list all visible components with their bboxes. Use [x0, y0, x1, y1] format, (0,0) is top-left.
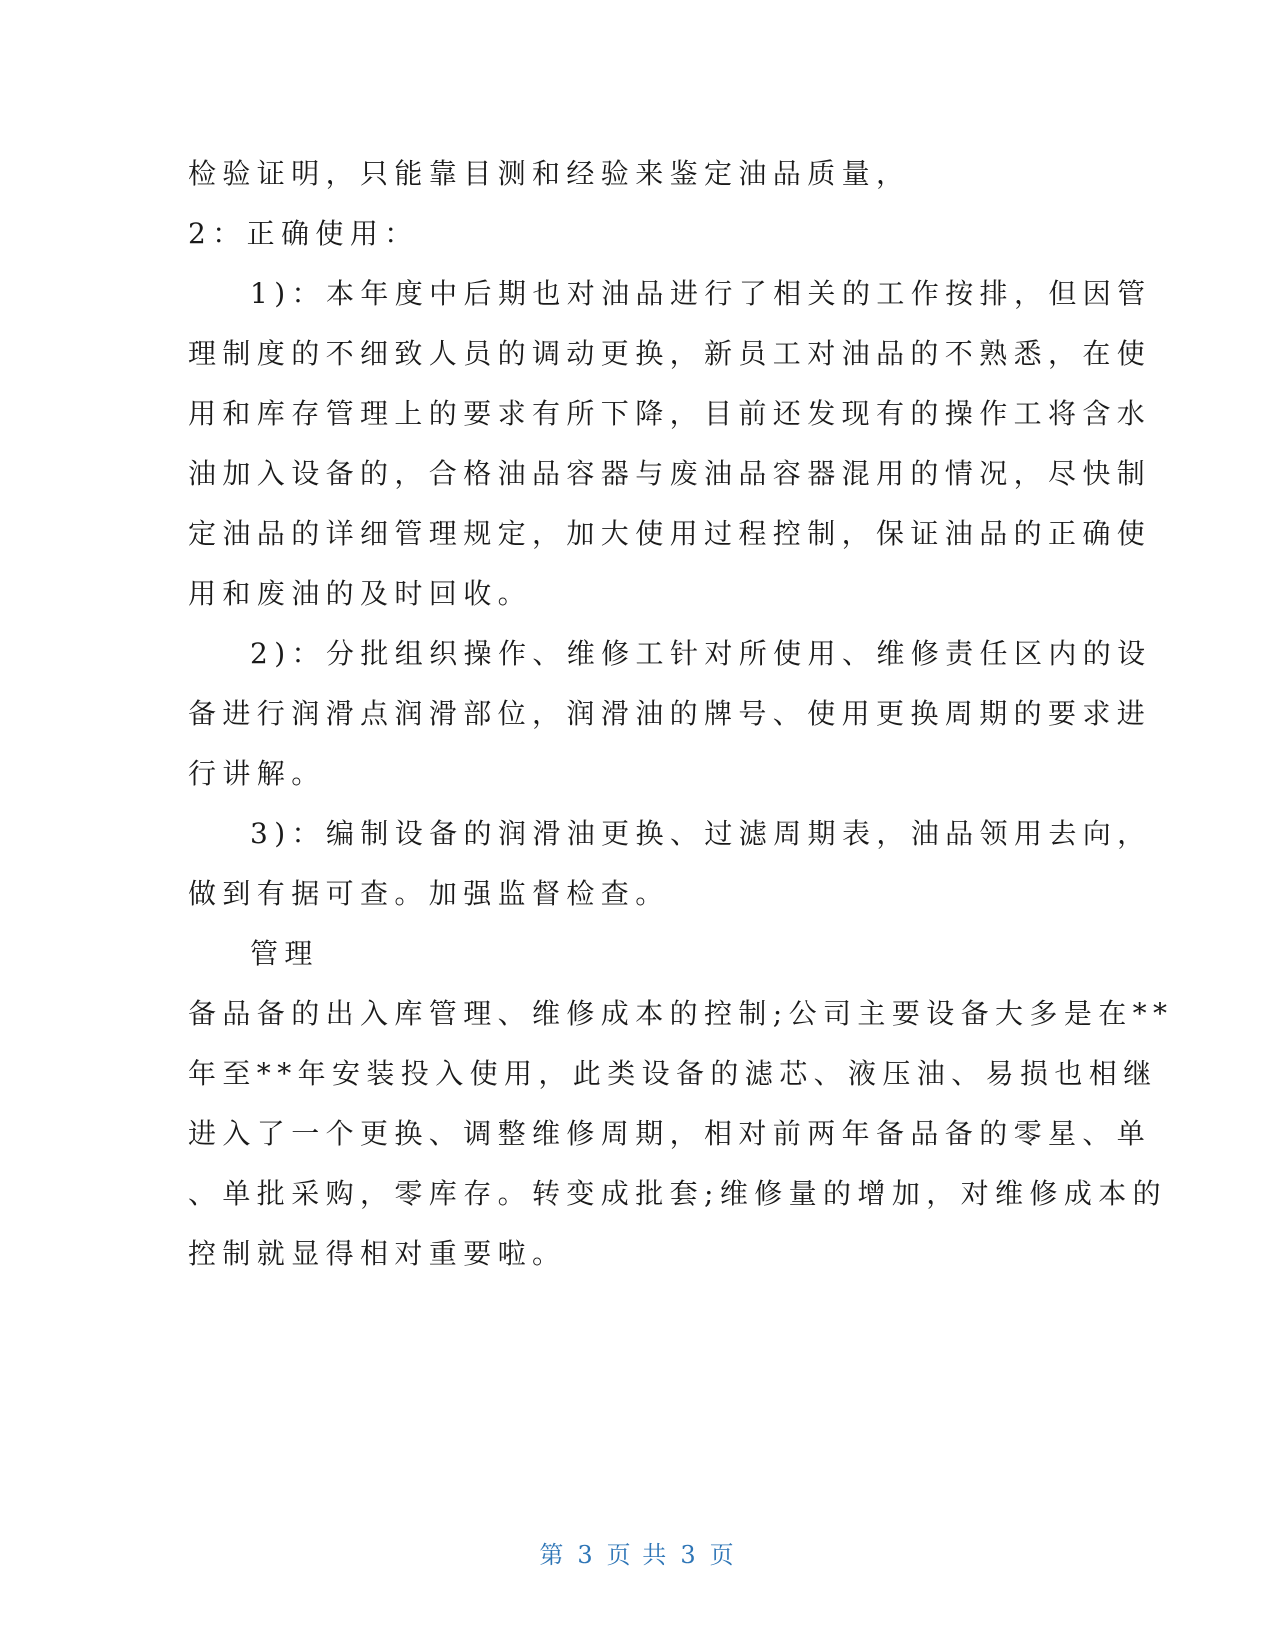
text-line: 做到有据可查。加强监督检查。	[188, 877, 670, 910]
text-line: 油加入设备的，合格油品容器与废油品容器混用的情况，尽快制	[188, 457, 1152, 490]
text-line: 年至**年安装投入使用，此类设备的滤芯、液压油、易损也相继	[188, 1057, 1158, 1090]
total-page-number: 3	[680, 1541, 698, 1569]
current-page-number: 3	[577, 1541, 595, 1569]
section-heading: 2：正确使用：	[188, 217, 419, 250]
text-line: 理制度的不细致人员的调动更换，新员工对油品的不熟悉，在使	[188, 337, 1152, 370]
text-line: 控制就显得相对重要啦。	[188, 1237, 567, 1270]
page-number-prefix: 第	[539, 1541, 566, 1569]
text-line: 定油品的详细管理规定，加大使用过程控制，保证油品的正确使	[188, 517, 1152, 550]
text-line: 行讲解。	[188, 757, 326, 790]
text-line: 用和库存管理上的要求有所下降，目前还发现有的操作工将含水	[188, 397, 1152, 430]
text-line: 备品备的出入库管理、维修成本的控制;公司主要设备大多是在**	[188, 997, 1174, 1030]
document-body	[188, 144, 1174, 1284]
text-line: 备进行润滑点润滑部位，润滑油的牌号、使用更换周期的要求进	[188, 697, 1152, 730]
text-line: 1)：本年度中后期也对油品进行了相关的工作按排，但因管	[250, 277, 1152, 310]
section-heading: 管理	[250, 937, 319, 970]
page-number-middle: 页 共	[606, 1541, 669, 1569]
text-line: 检验证明，只能靠目测和经验来鉴定油品质量，	[188, 157, 911, 190]
text-line: 、单批采购，零库存。转变成批套;维修量的增加，对维修成本的	[188, 1177, 1168, 1210]
text-line: 3)：编制设备的润滑油更换、过滤周期表，油品领用去向，	[250, 817, 1152, 850]
page-footer	[0, 1535, 1275, 1570]
page-number-suffix: 页	[709, 1541, 736, 1569]
text-line: 2)：分批组织操作、维修工针对所使用、维修责任区内的设	[250, 637, 1152, 670]
text-line: 用和废油的及时回收。	[188, 577, 533, 610]
text-line: 进入了一个更换、调整维修周期，相对前两年备品备的零星、单	[188, 1117, 1152, 1150]
